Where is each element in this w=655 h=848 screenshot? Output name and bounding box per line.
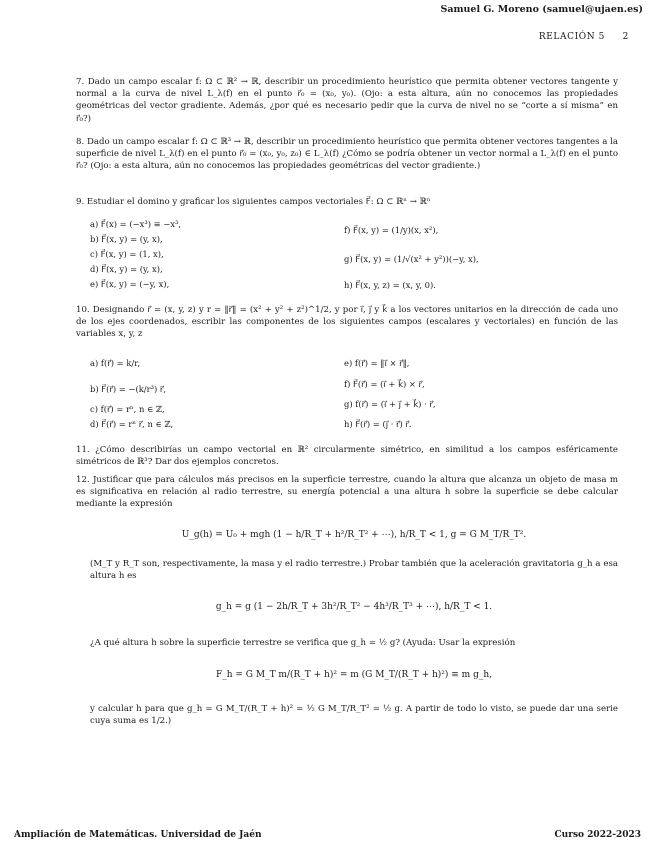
problem-9-item-a: a) F⃗(x) = (−x³) ≡ −x³, <box>90 219 182 229</box>
problem-9-item-h: h) F⃗(x, y, z) = (x, y, 0). <box>344 280 436 290</box>
problem-11: 11. ¿Cómo describirías un campo vectorial en ℝ² circularmente simétrico, en similitud a los campos esféricamente simétricos de ℝ³? Dar dos ejemplos concretos. <box>76 445 618 468</box>
problem-10-item-c: c) f(r⃗) = rⁿ, n ∈ ℤ, <box>90 404 165 414</box>
equation-gravity-acceleration: g_h = g (1 − 2h/R_T + 3h²/R_T² − 4h³/R_T³ + ⋯), h/R_T < 1. <box>215 602 493 612</box>
problem-12-mass-radius: (M_T y R_T son, respectivamente, la masa y el radio terrestre.) Probar también que la aceleración gravitatoria g_h a esa altura h es <box>90 559 618 582</box>
problem-9-item-c: c) F⃗(x, y) = (1, x), <box>90 249 164 259</box>
problem-12: 12. Justificar que para cálculos más precisos en la superficie terrestre, cuando la altura que alcanza un objeto de masa m es significativa en relación al radio terrestre, su energía potencial a una altura h sobre la superficie se debe calcular mediante la expresión <box>76 475 618 510</box>
header-author: Samuel G. Moreno (samuel@ujaen.es) <box>440 4 643 15</box>
problem-10-item-b: b) F⃗(r⃗) = −(k/r³) r⃗, <box>90 384 167 394</box>
equation-force: F_h = G M_T m/(R_T + h)² = m (G M_T/(R_T + h)²) ≡ m g_h, <box>216 670 492 680</box>
problem-9: 9. Estudiar el domino y graficar los siguientes campos vectoriales F⃗: Ω ⊂ ℝⁿ → ℝⁿ <box>76 197 431 207</box>
problem-10-item-e: e) f(r⃗) = ‖ı⃗ × r⃗‖, <box>344 358 410 368</box>
problem-10-item-h: h) F⃗(r⃗) = (ȷ⃗ · r⃗) r⃗. <box>344 419 412 429</box>
footer-institution: Ampliación de Matemáticas. Universidad de Jaén <box>14 830 262 840</box>
problem-9-item-f: f) F⃗(x, y) = (1/y)(x, x²), <box>344 225 439 235</box>
problem-10-item-f: f) F⃗(r⃗) = (ı⃗ + k⃗) × r⃗, <box>344 379 425 389</box>
page-number: 2 <box>622 32 629 42</box>
problem-10-item-g: g) f(r⃗) = (ı⃗ + ȷ⃗ + k⃗) · r⃗, <box>344 399 436 409</box>
problem-10-item-d: d) F⃗(r⃗) = rⁿ r⃗, n ∈ ℤ, <box>90 419 174 429</box>
problem-9-item-e: e) F⃗(x, y) = (−y, x), <box>90 279 170 289</box>
problem-9-item-g: g) F⃗(x, y) = (1/√(x² + y²))(−y, x), <box>344 254 479 264</box>
footer-course: Curso 2022-2023 <box>554 830 641 840</box>
problem-10: 10. Designando r⃗ = (x, y, z) y r = ‖r⃗‖ = (x² + y² + z²)^1/2, y por ı⃗, ȷ⃗ y k⃗ a los vectores unitarios en la dirección de cada uno de los ejes coordenados, escribir las componentes de los siguientes campos (escalares y vectoriales) en función de las variables x, y, z <box>76 305 618 340</box>
problem-7: 7. Dado un campo escalar f: Ω ⊂ ℝ² → ℝ, describir un procedimiento heurístico que permita obtener vectores tangente y normal a la curva de nivel L_λ(f) en el punto r⃗₀ = (x₀, y₀). (Ojo: a esta altura, aún no conocemos las propiedades geométricas del vector gradiente. Además, ¿por qué es necesario pedir que la curva de nivel no se “corte a sí misma” en r⃗₀?) <box>76 77 618 124</box>
problem-9-item-b: b) F⃗(x, y) = (y, x), <box>90 234 163 244</box>
problem-8: 8. Dado un campo escalar f: Ω ⊂ ℝ³ → ℝ, describir un procedimiento heurístico que permita obtener vectores tangentes a la superficie de nivel L_λ(f) en el punto r⃗₀ = (x₀, y₀, z₀) ∈ L_λ(f) ¿Cómo se podría obtener un vector normal a L_λ(f) en el punto r⃗₀? (Ojo: a esta altura, aún no conocemos las propiedades geométricas del vector gradiente.) <box>76 137 618 172</box>
equation-potential-energy: U_g(h) = U₀ + mgh (1 − h/R_T + h²/R_T² + ⋯), h/R_T < 1, g = G M_T/R_T². <box>181 530 527 540</box>
section-label: RELACIÓN 5 <box>538 32 605 42</box>
problem-12-question: ¿A qué altura h sobre la superficie terrestre se verifica que g_h = ½ g? (Ayuda: Usar la expresión <box>90 638 516 648</box>
problem-12-hint: y calcular h para que g_h = G M_T/(R_T + h)² = ½ G M_T/R_T² = ½ g. A partir de todo lo visto, se puede dar una serie cuya suma es 1/2.) <box>90 704 618 727</box>
problem-10-item-a: a) f(r⃗) = k/r, <box>90 358 140 368</box>
problem-9-item-d: d) F⃗(x, y) = (y, x), <box>90 264 163 274</box>
